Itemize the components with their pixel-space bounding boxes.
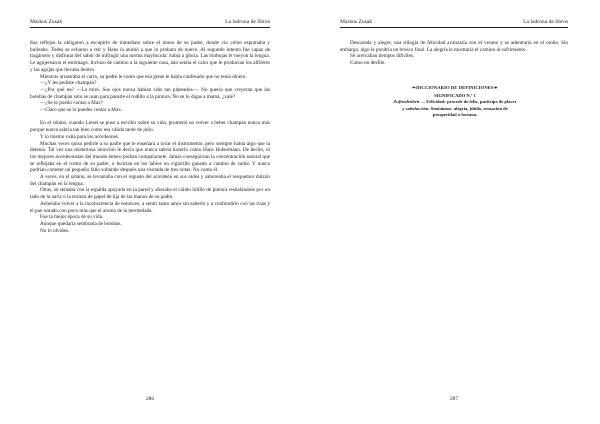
paragraph: Muchas veces quiso pedirle a su padre que le enseñara a tocar el instrumento, pero siempre había algo que la detenía. Tal vez una misteriosa intuición le decía que nunca sabría hacerlo como Hans Hubermann. De hecho, ni los mejores acordeonistas del mundo entero podían compararsele. Jamás conseguirían la concentración natural que se reflejaba en el rostro de su padre, o lucirían en los labios un cigarrillo ganado a cambio de sudor. Y nunca podrían cometer un pequeño fallo soltando después una risotada de tres notas. No como él.	[30, 140, 270, 174]
paragraph: A veces, en el sótano, se levantaba con el regusto del acordeón en sus oídos y saboreaba el resquemor dulzón del champán en la lengua.	[30, 174, 270, 187]
right-page	[300, 0, 600, 424]
right-page-header	[340, 19, 568, 28]
left-page-header	[30, 19, 270, 28]
paragraph: —¿Se lo puedo contar a Max?	[40, 100, 103, 107]
paragraph: Y lo mismo valía para los acordeones.	[40, 133, 120, 140]
paragraph: Como un desfile.	[350, 60, 386, 67]
left-page-number: 286	[145, 396, 155, 402]
left-header-author: Markus Zusak	[30, 19, 63, 25]
right-header-title: La ladrona de libros	[523, 19, 568, 25]
dictionary-subtitle: SIGNIFICADO N.º 1	[434, 93, 476, 99]
right-page-body	[340, 40, 568, 67]
left-header-title: La ladrona de libros	[225, 19, 270, 25]
paragraph: Anhelaba volver a la inconsciencia de entonces, a sentir tanto amor sin saberlo y a confundirlo con las risas y el pan untado con poco más que el aroma de la mermelada.	[30, 200, 270, 214]
left-ornament-icon: ❧	[412, 84, 417, 90]
dictionary-title: ❧DICCIONARIO DE DEFINICIONES☙	[412, 84, 498, 90]
paragraph: —¿Por qué no? —La miró. Sus ojos nunca habían sido tan plateados—. No quería que creyeran que las botellas de champán sólo se usan para pasarle el rodillo a la pintura. No se lo digas a mamá, ¿vale?	[30, 86, 270, 100]
paragraph: Fue la mejor época de su vida.	[40, 214, 104, 221]
paragraph: Otras, se sentaba con la espalda apoyada en la pared y añoraba el cálido hilillo de pintura resbalándole por un lado de la nariz o la textura de papel de lija de las manos de su padre.	[30, 187, 270, 201]
paragraph: Mientras arrastraba el carro, su padre le contó que esa gente le había confesado que no tenía dinero.	[40, 73, 247, 80]
paragraph: —Claro que se lo puedes contar a Max.	[40, 107, 123, 114]
paragraph: Descarada y alegre, una trilogía de felicidad avanzaría con el verano y se adentraría en el otoño. Sin embargo, algo le pondría un brusco final. La alegría le mostraría el camino al sufrimiento.	[340, 40, 568, 53]
right-page-number: 287	[449, 396, 459, 402]
right-ornament-icon: ☙	[493, 84, 498, 90]
paragraph: En el sótano, cuando Liesel se puso a escribir sobre su vida, prometió no volver a beber champán nunca más porque nunca sabría tan bien como esa cálida tarde de julio.	[30, 120, 270, 134]
definition-text: — Felicidad: procede de feliz, partícipe de placer y satisfacción. Sinónimos: alegría, júbilo, sensación de prosperidad o fortuna.	[402, 99, 517, 117]
left-page-body	[30, 40, 270, 234]
paragraph: Aunque quedaría sembrada de bombas.	[40, 220, 122, 227]
paragraph: No lo olvides.	[40, 227, 70, 234]
right-header-author: Markus Zusak	[340, 19, 373, 25]
paragraph: Se acercaban tiempos difíciles.	[350, 53, 415, 60]
dictionary-term: Zufriedenheit	[393, 99, 420, 105]
paragraph: Sus reflejos la obligaron a escupirlo de inmediato sobre el mono de su padre, donde vio cómo espumaba y bulleaba. Todos se echaron a reír y Hans la animó a que lo probara de nuevo. Al segundo intento fue capaz de tragárselo y disfrutar del sabor de infringir una norma mayúscula. Sabía a gloria. Las burbujas le roeyon la lengua. Le agujerearon el estómago. Incluso de camino a la siguiente casa, aún sentía el calor que le producían los alfileres y las agujas que llevaba dentro.	[30, 40, 270, 73]
dictionary-box	[392, 85, 518, 118]
dictionary-definition	[392, 99, 518, 118]
paragraph: —¿Y les pediste champán?	[40, 80, 97, 87]
